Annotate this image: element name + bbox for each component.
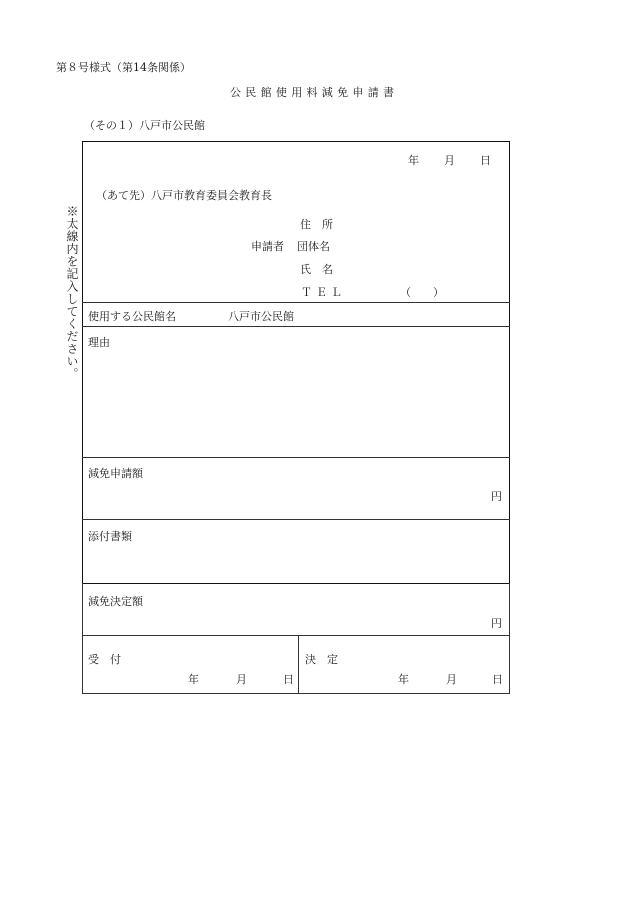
- decision-date-day: 日: [492, 673, 503, 686]
- row-divider: [82, 635, 510, 636]
- row-divider: [82, 457, 510, 458]
- application-date-day: 日: [480, 154, 491, 167]
- row-divider: [82, 302, 510, 303]
- decision-label: 決 定: [305, 653, 338, 666]
- receipt-label: 受 付: [88, 653, 121, 666]
- row-divider: [82, 519, 510, 520]
- decision-date-month: 月: [446, 673, 457, 686]
- application-date-year: 年: [408, 154, 419, 167]
- receipt-date-day: 日: [283, 673, 294, 686]
- application-date-month: 月: [444, 154, 455, 167]
- exemption-request-unit: 円: [491, 490, 502, 503]
- receipt-date-month: 月: [236, 673, 247, 686]
- form-subtitle: （その１）八戸市公民館: [84, 119, 205, 132]
- row-divider: [82, 326, 510, 327]
- fill-instruction-note: ※太線内を記入してください。: [65, 205, 79, 380]
- form-number: 第８号様式（第14条関係）: [56, 61, 191, 74]
- applicant-entry-box: [82, 141, 510, 584]
- facility-label: 使用する公民館名: [88, 310, 176, 323]
- exemption-request-label: 減免申請額: [88, 467, 143, 480]
- document-title: 公民館使用料減免申請書: [230, 86, 399, 99]
- exemption-decision-label: 減免決定額: [88, 595, 143, 608]
- group-name-label: 団体名: [297, 240, 330, 253]
- name-label: 氏 名: [300, 263, 333, 276]
- tel-label: ＴＥＬ: [301, 286, 346, 299]
- decision-date-year: 年: [398, 673, 409, 686]
- addressee: （あて先）八戸市教育委員会教育長: [96, 189, 272, 202]
- facility-name: 八戸市公民館: [228, 310, 294, 323]
- applicant-heading: 申請者: [251, 240, 284, 253]
- exemption-decision-unit: 円: [491, 617, 502, 630]
- receipt-date-year: 年: [188, 673, 199, 686]
- column-divider: [298, 635, 299, 694]
- attachments-label: 添付書類: [88, 530, 132, 543]
- reason-label: 理由: [88, 336, 110, 349]
- address-label: 住 所: [300, 218, 333, 231]
- tel-area-code: （ ）: [400, 286, 444, 299]
